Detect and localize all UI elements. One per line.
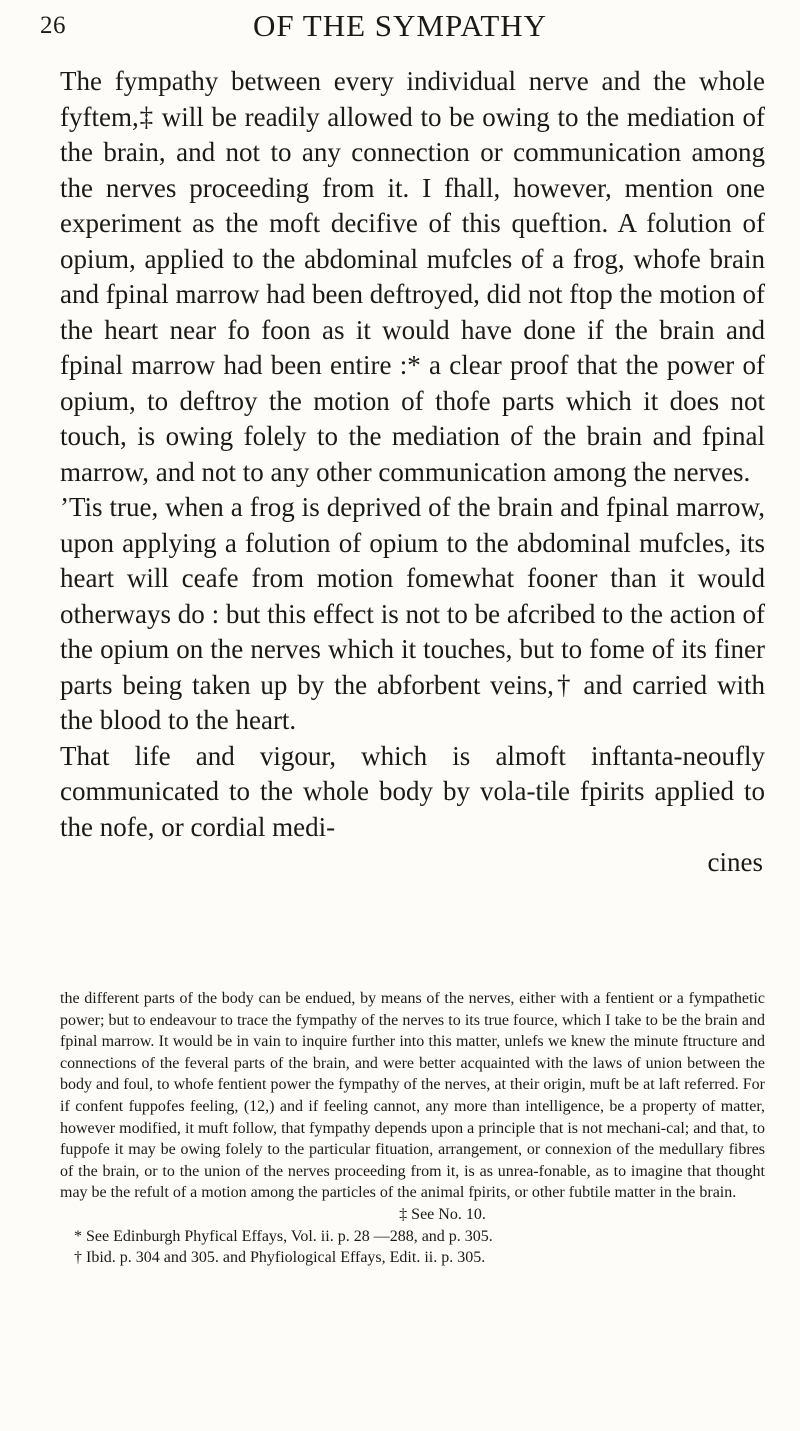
- footnotes: [60, 988, 765, 1269]
- running-title: OF THE SYMPATHY: [252, 8, 548, 43]
- paragraph-frog-deprived-of-brain: ’Tis true, when a frog is deprived of the brain and fpinal marrow, upon applying a folution of opium to the abdominal mufcles, its heart will ceafe from motion fomewhat fooner than it would otherways do : but this effect is not to be afcribed to the action of the opium on the nerves which it touches, but to fome of its finer parts being taken up by the abforbent veins,† and carried with the blood to the heart.: [60, 492, 765, 735]
- running-head: [40, 8, 760, 48]
- paragraph-volatile-spirits: That life and vigour, which is almoft inftanta-neoufly communicated to the whole body by vola-tile fpirits applied to the nofe, or cordial medi-: [60, 740, 765, 842]
- footnote-dagger: † Ibid. p. 304 and 305. and Phyfiological Effays, Edit. ii. p. 305.: [74, 1249, 486, 1267]
- page-number: 26: [40, 12, 66, 39]
- footnote-asterisk: * See Edinburgh Phyfical Effays, Vol. ii. p. 28 —288, and p. 305.: [74, 1227, 493, 1245]
- footnote-double-dagger: ‡ See No. 10.: [399, 1205, 486, 1223]
- catchword: cines: [707, 847, 763, 877]
- footnote-continuation: the different parts of the body can be endued, by means of the nerves, either with a fentient or a fympathetic power; but to endeavour to trace the fympathy of the nerves to its true fource, which I take to be the brain and fpinal marrow. It would be in vain to inquire further into this matter, unlefs we knew the minute ftructure and connections of the feveral parts of the brain, and were better acquainted with the laws of union between the body and foul, to whofe fentient power the fympathy of the nerves, at their origin, muft be at laft referred. For if confent fuppofes feeling, (12,) and if feeling cannot, any more than intelligence, be a property of matter, however modified, it muft follow, that fympathy depends upon a principle that is not mechani-cal; and that, to fuppofe it may be owing folely to the particular fituation, arrangement, or connexion of the medullary fibres of the brain, or to the union of the nerves proceeding from it, is as unrea-fonable, as to imagine that thought may be the refult of a motion among the particles of the animal fpirits, or other fubtile matter in the brain.: [60, 990, 765, 1202]
- paragraph-sympathy-of-nerves: The fympathy between every individual nerve and the whole fyftem,‡ will be readily allowed to be owing to the mediation of the brain, and not to any connection or communication among the nerves proceeding from it. I fhall, however, mention one experiment as the moft decifive of this queftion. A folution of opium, applied to the abdominal mufcles of a frog, whofe brain and fpinal marrow had been deftroyed, did not ftop the motion of the heart near fo foon as it would have done if the brain and fpinal marrow had been entire :* a clear proof that the power of opium, to deftroy the motion of thofe parts which it does not touch, is owing folely to the mediation of the brain and fpinal marrow, and not to any other communication among the nerves.: [60, 66, 765, 487]
- main-text: [60, 64, 765, 881]
